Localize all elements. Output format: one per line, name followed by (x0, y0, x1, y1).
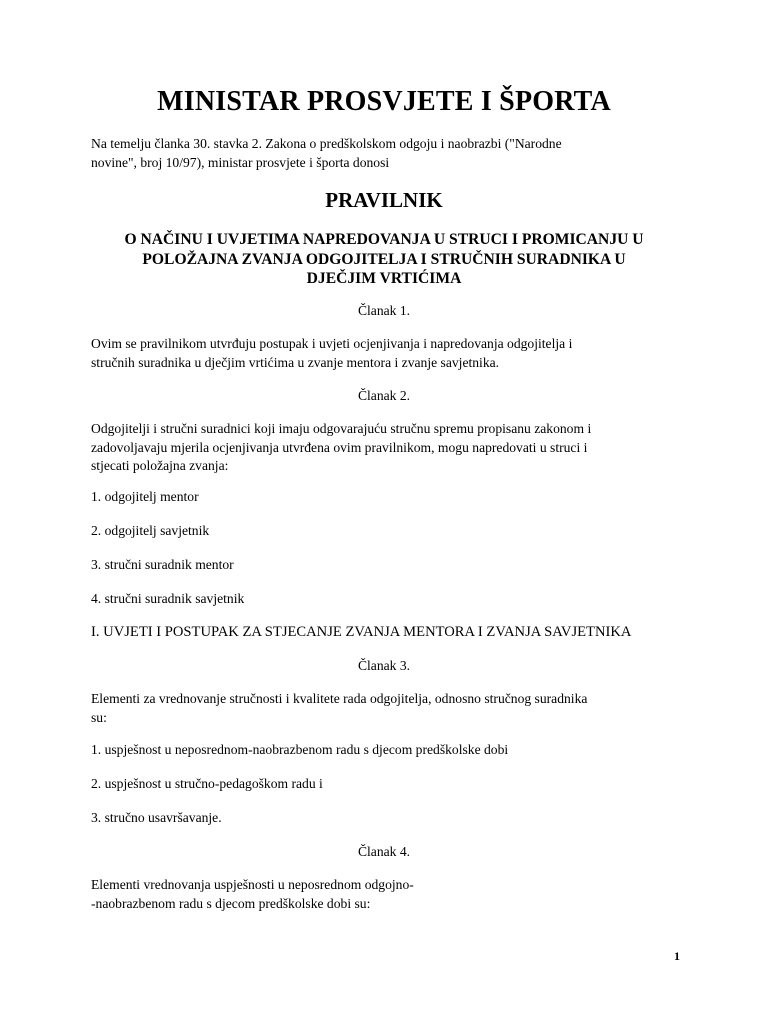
article-1-text: Ovim se pravilnikom utvrđuju postupak i uvjeti ocjenjivanja i napredovanja odgojitelja i stručnih suradnika u dječjim vrtićima u zvanje mentora i zvanje savjetnika. (91, 336, 573, 370)
article-3-item-3: 3. stručno usavršavanje. (91, 810, 222, 825)
article-4-title: Članak 4. (357, 844, 411, 859)
article-3-item-1: 1. uspješnost u neposrednom-naobrazbenom radu s djecom predškolske dobi (91, 742, 509, 757)
article-3-item-2: 2. uspješnost u stručno-pedagoškom radu i (91, 776, 323, 791)
article-2-item-1: 1. odgojitelj mentor (91, 489, 199, 504)
article-1-title: Članak 1. (357, 303, 411, 318)
article-2-title: Članak 2. (357, 388, 411, 403)
section-title: I. UVJETI I POSTUPAK ZA STJECANJE ZVANJA MENTORA I ZVANJA SAVJETNIKA (91, 624, 632, 640)
page-number: 1 (674, 949, 680, 963)
article-2-item-3: 3. stručni suradnik mentor (91, 557, 234, 572)
document-title: MINISTAR PROSVJETE I ŠPORTA (157, 86, 611, 117)
regulation-heading: PRAVILNIK (325, 188, 443, 212)
article-3-title: Članak 3. (357, 658, 411, 673)
article-3-text: Elementi za vrednovanje stručnosti i kvalitete rada odgojitelja, odnosno stručnog suradnika su: (91, 691, 588, 725)
article-2-text: Odgojitelji i stručni suradnici koji imaju odgovarajuću stručnu spremu propisanu zakonom i zadovoljavaju mjerila ocjenjivanja utvrđena ovim pravilnikom, mogu napredovati u struci i stjecati položajna zvanja: (91, 421, 592, 473)
regulation-subheading: O NAČINU I UVJETIMA NAPREDOVANJA U STRUCI I PROMICANJU U POLOŽAJNA ZVANJA ODGOJITELJA I STRUČNIH SURADNIKA U DJEČJIM VRTIĆIMA (124, 231, 644, 287)
article-2-item-4: 4. stručni suradnik savjetnik (91, 591, 245, 606)
article-4-text: Elementi vrednovanja uspješnosti u neposrednom odgojno- -naobrazbenom radu s djecom predškolske dobi su: (91, 877, 414, 911)
intro-paragraph: Na temelju članka 30. stavka 2. Zakona o predškolskom odgoju i naobrazbi ("Narodne novine", broj 10/97), ministar prosvjete i športa donosi (91, 136, 562, 170)
article-2-item-2: 2. odgojitelj savjetnik (91, 523, 210, 538)
